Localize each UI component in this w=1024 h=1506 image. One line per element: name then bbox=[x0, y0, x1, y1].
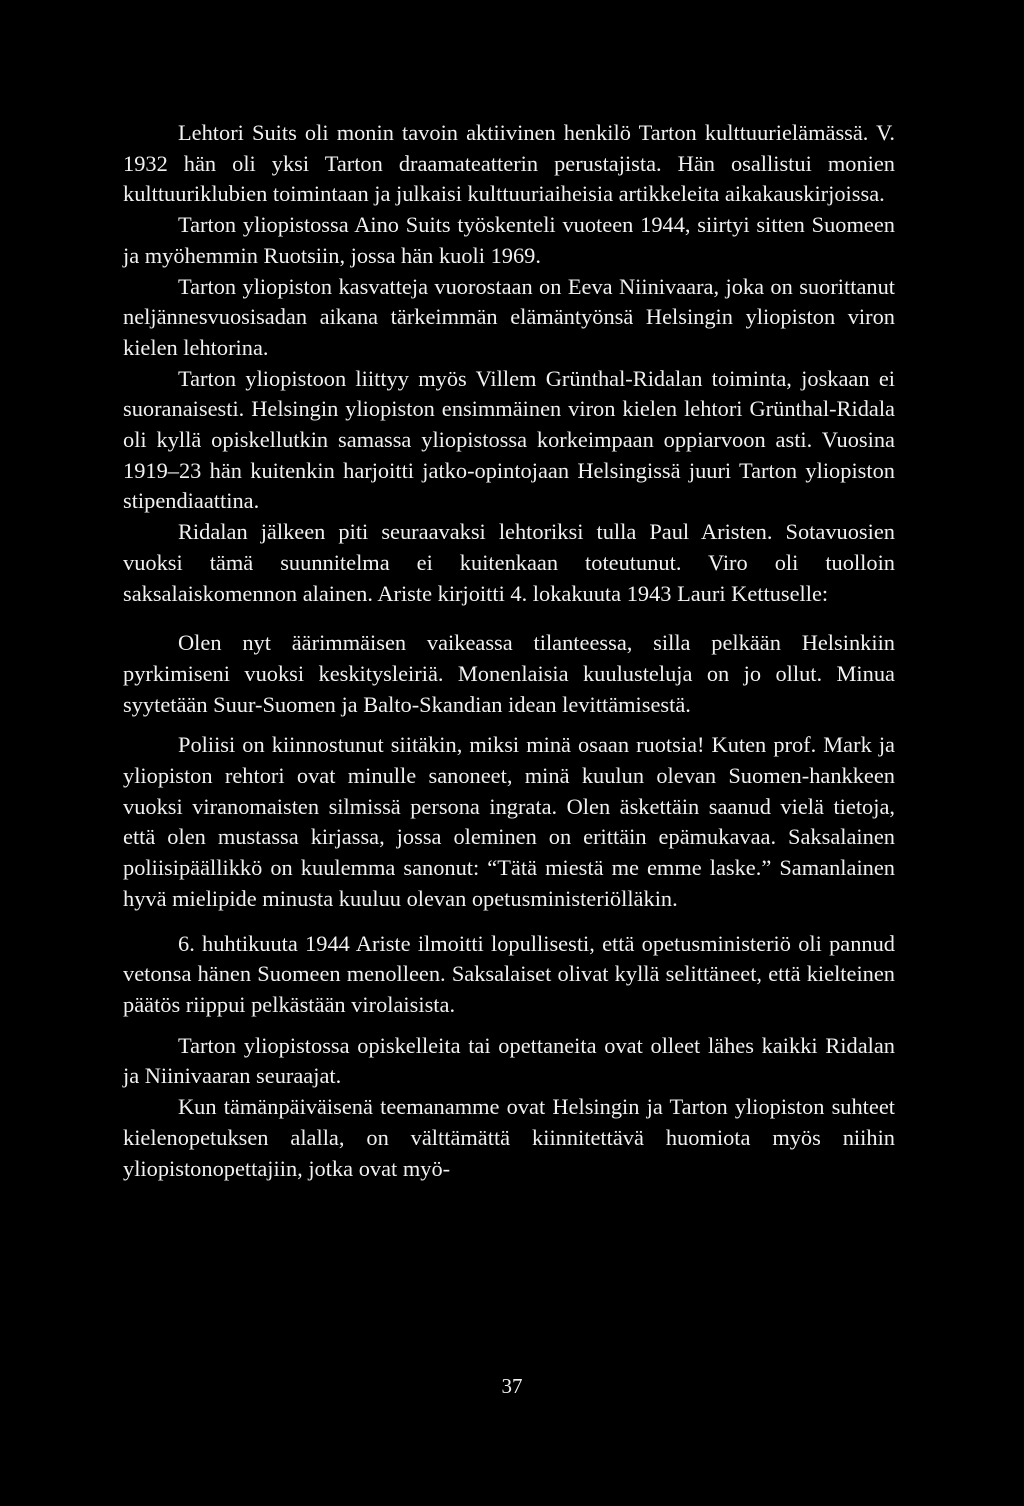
paragraph-followers: Tarton yliopistossa opiskelleita tai opettaneita ovat olleet lähes kaikki Ridalan ja Niinivaaran seuraajat. bbox=[123, 1032, 895, 1089]
paragraph-suits-culture: Lehtori Suits oli monin tavoin aktiivinen henkilö Tarton kulttuurielämässä. V. 1932 hän oli yksi Tarton draamateatterin perustajista. Hän osallistui monien kulttuuriklubien toimintaan ja julkaisi kulttuuriaiheisia artikkeleita aikakauskirjoissa. bbox=[123, 120, 895, 207]
document-page bbox=[123, 118, 895, 1184]
paragraph-paul-ariste: Ridalan jälkeen piti seuraavaksi lehtoriksi tulla Paul Aristen. Sotavuosien vuoksi tämä suunnitelma ei kuitenkaan toteutunut. Viro oli tuolloin saksalaiskomennon alainen. Ariste kirjoitti 4. lokakuuta 1943 Lauri Kettuselle: bbox=[123, 519, 895, 606]
paragraph-grunthal-ridala: Tarton yliopistoon liittyy myös Villem Grünthal-Ridalan toiminta, joskaan ei suoranaisesti. Helsingin yliopiston ensimmäinen viron kielen lehtori Grünthal-Ridala oli kyllä opiskellutkin samassa yliopistossa korkeimpaan oppiarvoon asti. Vuosina 1919–23 hän kuitenkin harjoitti jatko-opintojaan Helsingissä juuri Tarton yliopiston stipendiaattina. bbox=[123, 365, 895, 514]
quote-paragraph-2: Poliisi on kiinnostunut siitäkin, miksi minä osaan ruotsia! Kuten prof. Mark ja yliopiston rehtori ovat minulle sanoneet, minä kuulun olevan Suomen-hankkeen vuoksi viranomaisten silmissä persona ingrata. Olen äskettäin saanud vielä tietoja, että olen mustassa kirjassa, jossa oleminen on erittäin epämukavaa. Saksalainen poliisipäällikkö on kuulemma sanonut: “Tätä miestä me emme laske.” Samanlainen hyvä mielipide minusta kuuluu olevan opetusministeriölläkin. bbox=[123, 732, 895, 911]
quote-paragraph-1: Olen nyt äärimmäisen vaikeassa tilanteessa, silla pelkään Helsinkiin pyrkimiseni vuoksi keskitysleiriä. Monenlaisia kuulusteluja on jo ollut. Minua syytetään Suur-Suomen ja Balto-Skandian idean levittämisestä. bbox=[123, 630, 895, 717]
page-number: 37 bbox=[501, 1374, 523, 1398]
paragraph-aino-suits: Tarton yliopistossa Aino Suits työskenteli vuoteen 1944, siirtyi sitten Suomeen ja myöhemmin Ruotsiin, jossa hän kuoli 1969. bbox=[123, 212, 895, 268]
paragraph-april-1944: 6. huhtikuuta 1944 Ariste ilmoitti lopullisesti, että opetusministeriö oli pannud vetonsa hänen Suomeen menolleen. Saksalaiset olivat kyllä selittäneet, että kielteinen päätös riippui pelkästään virolaisista. bbox=[123, 930, 895, 1017]
letter-quote bbox=[123, 628, 895, 914]
paragraph-todays-theme: Kun tämänpäiväisenä teemanamme ovat Helsingin ja Tarton yliopiston suhteet kielenopetuksen alalla, on välttämättä kiinnitettävä huomiota myös niihin yliopistonopettajiin, jotka ovat myö- bbox=[123, 1094, 895, 1181]
paragraph-eeva-niinivaara: Tarton yliopiston kasvatteja vuorostaan on Eeva Niinivaara, joka on suorittanut neljännesvuosisadan aikana tärkeimmän elämäntyönsä Helsingin yliopiston viron kielen lehtorina. bbox=[123, 273, 895, 360]
